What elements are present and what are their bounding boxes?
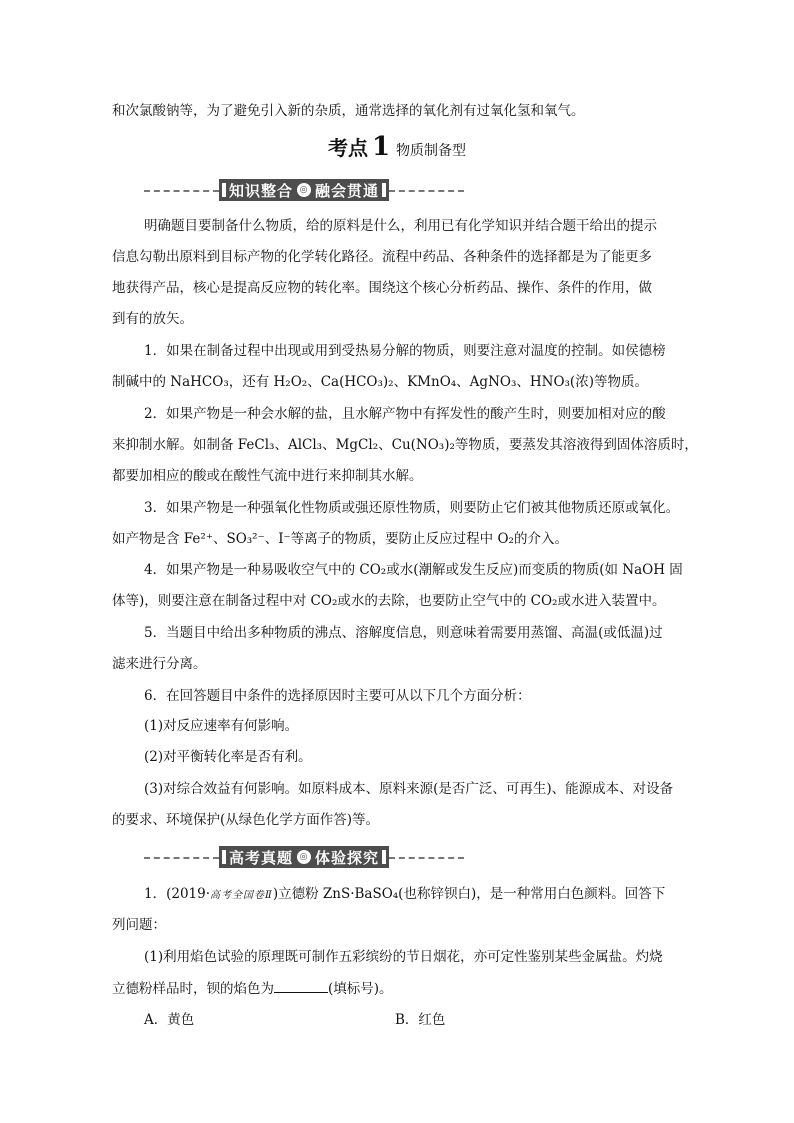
question-line <box>144 884 665 906</box>
question-source: 高考全国卷Ⅱ <box>210 890 273 901</box>
banner-right-divider <box>389 190 464 192</box>
topic-number: 1 <box>371 132 391 162</box>
question-text: )立德粉 ZnS·BaSO₄(也称锌钡白)，是一种常用白色颜料。回答下 <box>272 886 666 902</box>
paragraph-line: 3．如果产物是一种强氧化性物质或强还原性物质，则要防止它们被其他物质还原或氧化。 <box>144 500 680 516</box>
paragraph-line: 明确题目要制备什么物质，给的原料是什么，利用已有化学知识并结合题干给出的提示 <box>144 218 657 234</box>
topic-heading <box>0 133 794 165</box>
question-line: (1)利用焰色试验的原理既可制作五彩缤纷的节日烟花，亦可定性鉴别某些金属盐。灼烧 <box>144 949 663 965</box>
banner-left-divider <box>144 857 219 859</box>
option-a: A．黄色 <box>144 1012 195 1028</box>
banner-right-divider <box>389 857 464 859</box>
paragraph-line: 2．如果产物是一种会水解的盐，且水解产物中有挥发性的酸产生时，则要加相对应的酸 <box>144 406 666 422</box>
paragraph-line: 1．如果在制备过程中出现或用到受热易分解的物质，则要注意对温度的控制。如侯德榜 <box>144 343 666 359</box>
paragraph-line: 体等)，则要注意在制备过程中对 CO₂或水的去除，也要防止空气中的 CO₂或水进入装置中。 <box>112 593 666 609</box>
carryover-line: 和次氯酸钠等，为了避免引入新的杂质，通常选择的氧化剂有过氧化氢和氧气。 <box>112 103 585 119</box>
question-text: 立德粉样品时，钡的焰色为 <box>112 981 274 997</box>
seal-icon: ◎ <box>297 850 311 864</box>
question-line <box>112 978 393 999</box>
banner-left-divider <box>144 190 219 192</box>
banner-left-text: 高考真题 <box>228 848 293 867</box>
paragraph-line: 到有的放矢。 <box>112 311 193 327</box>
paragraph-line: 滤来进行分离。 <box>112 656 207 672</box>
question-text: (填标号)。 <box>328 981 393 997</box>
seal-icon: ◎ <box>297 183 311 197</box>
paragraph-line: 制碱中的 NaHCO₃，还有 H₂O₂、Ca(HCO₃)₂、KMnO₄、AgNO₃、HNO₃(浓)等物质。 <box>112 374 648 390</box>
banner-right-text: 体验探究 <box>315 848 380 867</box>
answer-blank <box>274 978 328 993</box>
paragraph-line: (2)对平衡转化率是否有利。 <box>144 749 312 765</box>
section-banner-exam <box>144 844 464 870</box>
paragraph-line: 6．在回答题目中条件的选择原因时主要可从以下几个方面分析： <box>144 688 531 704</box>
paragraph-line: (1)对反应速率有何影响。 <box>144 718 299 734</box>
section-banner-knowledge <box>144 177 464 203</box>
paragraph-line: 的要求、环境保护(从绿色化学方面作答)等。 <box>112 812 380 828</box>
paragraph-line: 来抑制水解。如制备 FeCl₃、AlCl₃、MgCl₂、Cu(NO₃)₂等物质，要蒸发其溶液得到固体溶质时， <box>112 437 698 453</box>
topic-prefix: 考点 <box>327 136 368 160</box>
paragraph-line: 5．当题目中给出多种物质的沸点、溶解度信息，则意味着需要用蒸馏、高温(或低温)过 <box>144 625 663 641</box>
banner-label <box>219 179 389 201</box>
paragraph-line: 信息勾勒出原料到目标产物的化学转化路径。流程中药品、各种条件的选择都是为了能更多 <box>112 249 652 265</box>
banner-right-text: 融会贯通 <box>315 181 380 200</box>
question-line: 列问题： <box>112 917 166 933</box>
option-b: B．红色 <box>395 1012 446 1028</box>
banner-left-text: 知识整合 <box>228 181 293 200</box>
topic-name: 物质制备型 <box>396 143 467 159</box>
question-prefix: 1．(2019· <box>144 886 211 902</box>
paragraph-line: 4．如果产物是一种易吸收空气中的 CO₂或水(潮解或发生反应)而变质的物质(如 NaOH 固 <box>144 562 683 578</box>
paragraph-line: 如产物是含 Fe²⁺、SO₃²⁻、I⁻等离子的物质，要防止反应过程中 O₂的介入。 <box>112 531 568 547</box>
paragraph-line: 地获得产品，核心是提高反应物的转化率。围绕这个核心分析药品、操作、条件的作用，做 <box>112 280 652 296</box>
banner-label <box>219 846 389 868</box>
paragraph-line: (3)对综合效益有何影响。如原料成本、原料来源(是否广泛、可再生)、能源成本、对设备 <box>144 781 674 797</box>
paragraph-line: 都要加相应的酸或在酸性气流中进行来抑制其水解。 <box>112 468 423 484</box>
